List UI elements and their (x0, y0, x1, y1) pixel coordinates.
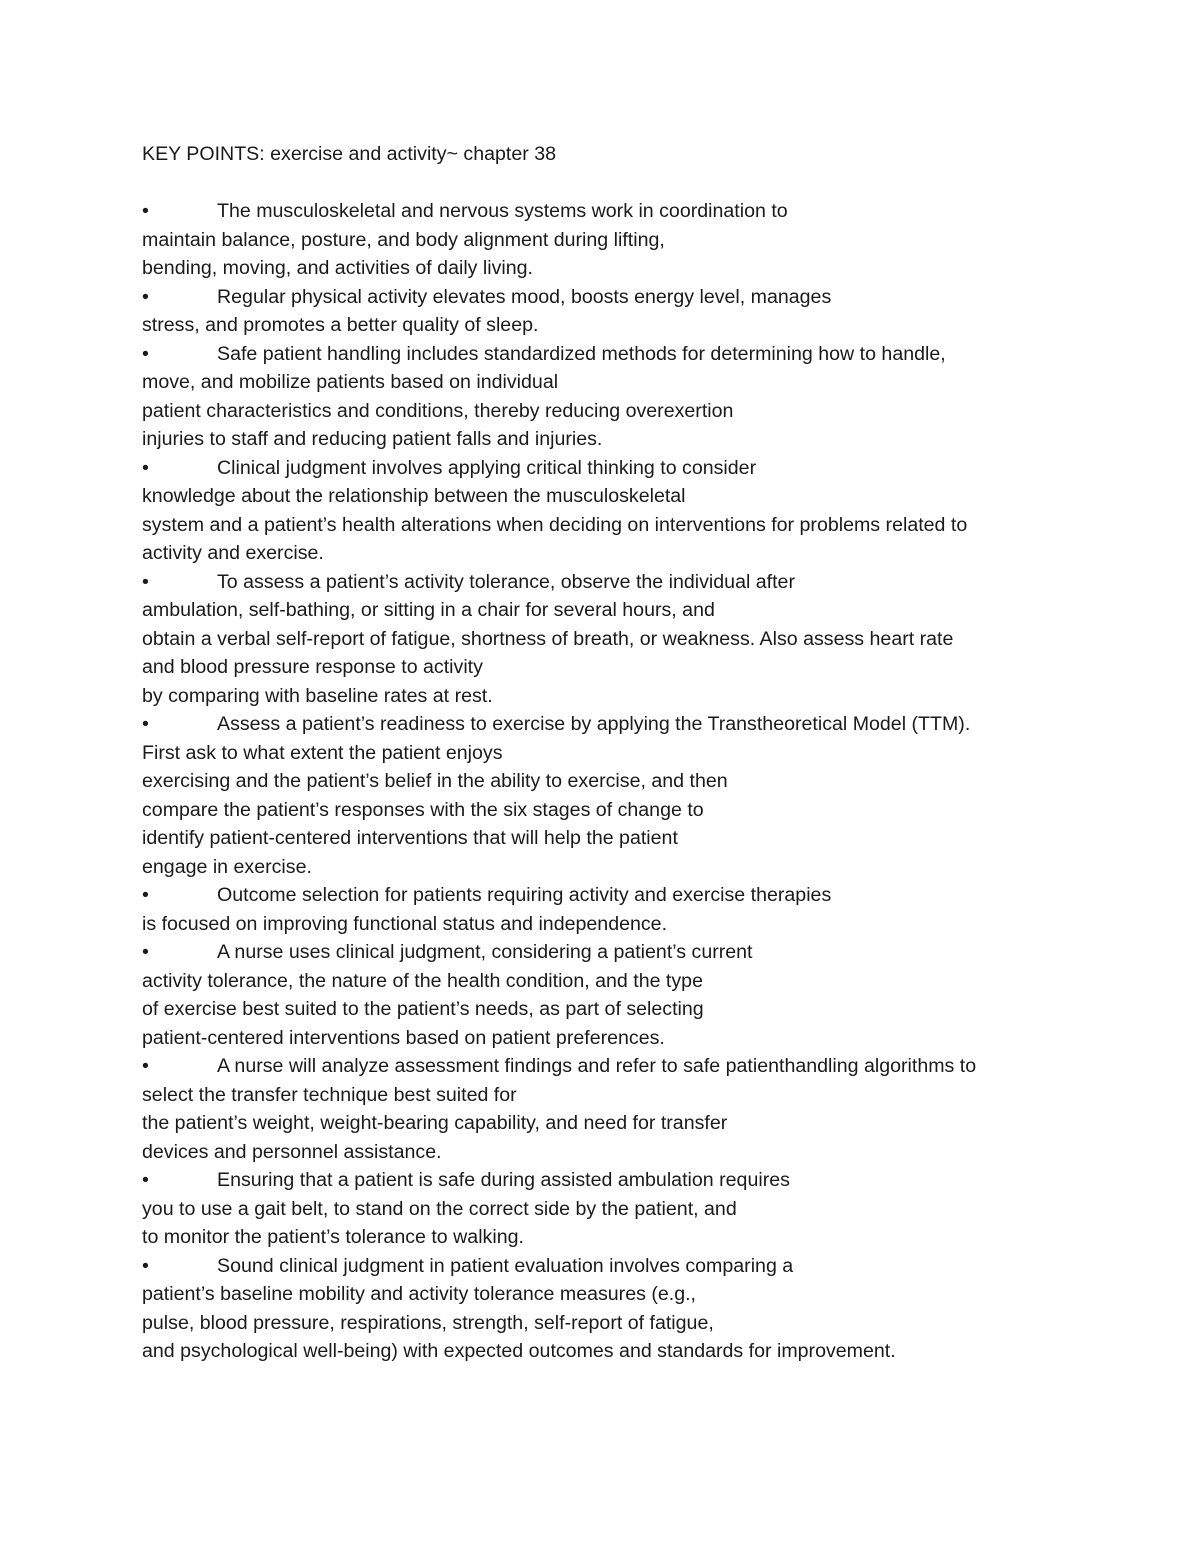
bullet-marker: • (142, 713, 149, 735)
key-point-first-line (142, 1252, 1072, 1281)
key-point-continuation-line: obtain a verbal self-report of fatigue, shortness of breath, or weakness. Also assess heart rate (142, 627, 954, 650)
key-point-first-line (142, 454, 1072, 483)
key-point-continuation-line: patient-centered interventions based on patient preferences. (142, 1026, 665, 1049)
key-point-text: A nurse uses clinical judgment, considering a patient’s current (217, 941, 753, 963)
document-title: KEY POINTS: exercise and activity~ chapter 38 (142, 143, 557, 165)
bullet-marker: • (142, 884, 149, 906)
key-point-first-line (142, 881, 1072, 910)
key-point-first-line (142, 340, 1072, 369)
key-point-first-line (142, 938, 1072, 967)
document-body (142, 140, 1072, 1366)
key-point-continuation-line: is focused on improving functional status and independence. (142, 912, 668, 935)
key-point-continuation-line: and blood pressure response to activity (142, 656, 483, 678)
key-point-text: Clinical judgment involves applying critical thinking to consider (217, 456, 757, 479)
key-point-continuation-line: ambulation, self-bathing, or sitting in a chair for several hours, and (142, 599, 715, 621)
key-point-item (142, 710, 1072, 881)
key-point-continuation-line: First ask to what extent the patient enjoys (142, 741, 503, 764)
bullet-marker: • (142, 941, 149, 963)
key-point-item (142, 454, 1072, 568)
key-point-item (142, 197, 1072, 283)
bullet-marker: • (142, 1055, 149, 1077)
key-point-continuation-line: system and a patient’s health alterations when deciding on interventions for problems related to (142, 513, 968, 536)
key-point-first-line (142, 1052, 1072, 1081)
key-point-continuation-line: you to use a gait belt, to stand on the correct side by the patient, and (142, 1197, 737, 1220)
key-point-continuation-line: knowledge about the relationship between the musculoskeletal (142, 485, 686, 507)
key-point-first-line (142, 197, 1072, 226)
key-point-text: Assess a patient’s readiness to exercise by applying the Transtheoretical Model (TTM). (217, 713, 971, 735)
key-point-first-line (142, 1166, 1072, 1195)
key-point-continuation-line: of exercise best suited to the patient’s needs, as part of selecting (142, 998, 704, 1020)
bullet-marker: • (142, 456, 149, 479)
key-point-continuation-line: select the transfer technique best suited for (142, 1083, 517, 1106)
key-point-first-line (142, 568, 1072, 597)
key-point-continuation-line: compare the patient’s responses with the six stages of change to (142, 798, 704, 821)
key-point-continuation-line: activity and exercise. (142, 542, 324, 564)
key-point-item (142, 1252, 1072, 1366)
bullet-marker: • (142, 342, 149, 365)
key-point-text: Regular physical activity elevates mood, boosts energy level, manages (217, 285, 832, 308)
key-point-continuation-line: maintain balance, posture, and body alignment during lifting, (142, 228, 665, 251)
key-point-continuation-line: identify patient-centered interventions that will help the patient (142, 827, 678, 849)
key-point-continuation-line: to monitor the patient’s tolerance to walking. (142, 1226, 524, 1248)
key-point-text: Sound clinical judgment in patient evaluation involves comparing a (217, 1254, 794, 1277)
bullet-marker: • (142, 285, 149, 308)
key-point-continuation-line: stress, and promotes a better quality of sleep. (142, 314, 539, 336)
bullet-marker: • (142, 1254, 149, 1277)
blank-line (142, 169, 1072, 198)
key-point-text: A nurse will analyze assessment findings and refer to safe patienthandling algorithms to (217, 1055, 977, 1077)
key-point-continuation-line: the patient’s weight, weight-bearing capability, and need for transfer (142, 1112, 728, 1134)
key-point-continuation-line: devices and personnel assistance. (142, 1140, 442, 1163)
key-points-list (142, 197, 1072, 1366)
key-point-item (142, 1052, 1072, 1166)
key-point-continuation-line: and psychological well-being) with expected outcomes and standards for improvement. (142, 1340, 896, 1362)
key-point-item (142, 881, 1072, 938)
key-point-continuation-line: engage in exercise. (142, 855, 312, 878)
key-point-item (142, 340, 1072, 454)
key-point-continuation-line: by comparing with baseline rates at rest. (142, 684, 493, 707)
key-point-continuation-line: bending, moving, and activities of daily living. (142, 257, 534, 279)
key-point-text: Outcome selection for patients requiring activity and exercise therapies (217, 884, 832, 906)
key-point-item (142, 568, 1072, 711)
key-point-continuation-line: pulse, blood pressure, respirations, strength, self-report of fatigue, (142, 1311, 714, 1334)
key-point-first-line (142, 710, 1072, 739)
key-point-text: Safe patient handling includes standardized methods for determining how to handle, (217, 342, 946, 365)
key-point-continuation-line: patient characteristics and conditions, thereby reducing overexertion (142, 399, 734, 422)
key-point-item (142, 1166, 1072, 1252)
key-point-continuation-line: injuries to staff and reducing patient falls and injuries. (142, 428, 603, 450)
key-point-item (142, 938, 1072, 1052)
key-point-continuation-line: patient’s baseline mobility and activity tolerance measures (e.g., (142, 1283, 696, 1305)
bullet-marker: • (142, 200, 149, 222)
key-point-text: To assess a patient’s activity tolerance, observe the individual after (217, 570, 795, 593)
key-point-text: The musculoskeletal and nervous systems work in coordination to (217, 200, 788, 222)
key-point-continuation-line: move, and mobilize patients based on individual (142, 371, 559, 393)
bullet-marker: • (142, 1169, 149, 1191)
key-point-continuation-line: exercising and the patient’s belief in the ability to exercise, and then (142, 770, 728, 792)
bullet-marker: • (142, 570, 149, 593)
key-point-text: Ensuring that a patient is safe during assisted ambulation requires (217, 1169, 790, 1191)
key-point-continuation-line: activity tolerance, the nature of the health condition, and the type (142, 969, 703, 992)
key-point-item (142, 283, 1072, 340)
key-point-first-line (142, 283, 1072, 312)
